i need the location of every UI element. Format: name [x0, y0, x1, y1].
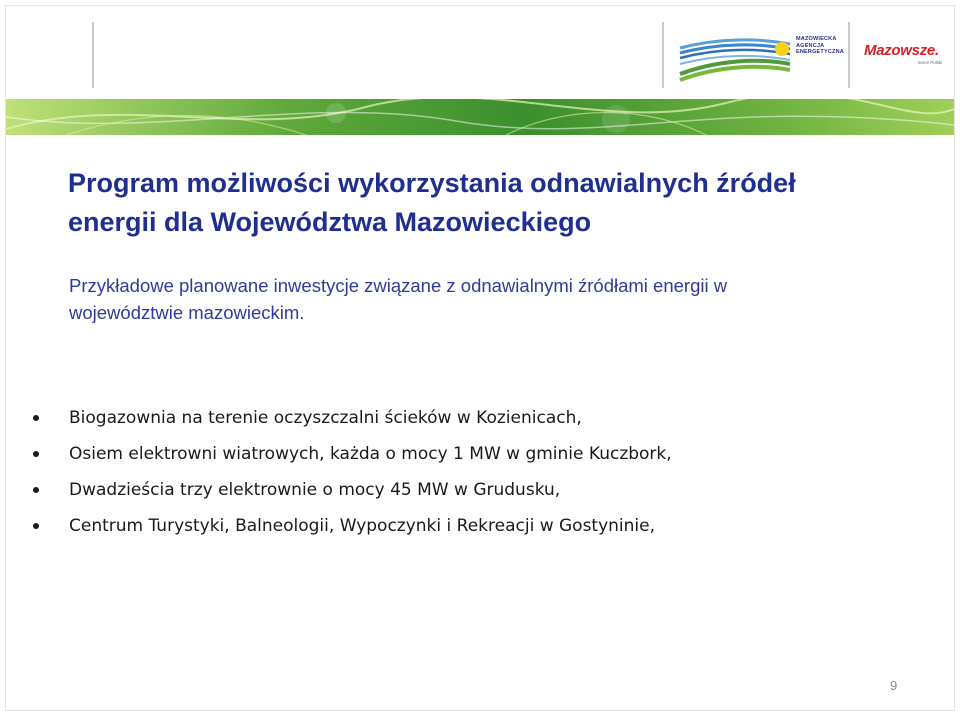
bullet-icon — [33, 523, 39, 529]
page-number: 9 — [890, 678, 898, 693]
list-item-text: Biogazownia na terenie oczyszczalni ścieków w Kozienicach, — [69, 408, 582, 428]
header-divider — [848, 22, 850, 88]
banner-graphic-icon — [6, 99, 954, 135]
bullet-icon — [33, 451, 39, 457]
header-divider — [662, 22, 664, 88]
list-item-text: Dwadzieścia trzy elektrownie o mocy 45 MW w Grudusku, — [69, 480, 561, 500]
slide-subtitle-line: Przykładowe planowane inwestycje związane z odnawialnymi źródłami energii w — [69, 275, 728, 296]
header-divider — [92, 22, 94, 88]
list-item — [30, 508, 672, 544]
slide-subtitle-line: województwie mazowieckim. — [69, 302, 305, 323]
list-item-text: Centrum Turystyki, Balneologii, Wypoczynki i Rekreacji w Gostyninie, — [69, 516, 656, 536]
list-item-text: Osiem elektrowni wiatrowych, każda o mocy 1 MW w gminie Kuczbork, — [69, 444, 672, 464]
decorative-banner — [6, 99, 954, 135]
mazowsze-tagline: serce Polski — [918, 60, 943, 65]
list-item — [30, 436, 672, 472]
mazowsze-logo: Mazowsze. — [864, 42, 939, 59]
list-item — [30, 472, 672, 508]
list-item — [30, 400, 672, 436]
bullet-icon — [33, 415, 39, 421]
investment-list — [30, 400, 672, 544]
slide-title-line: Program możliwości wykorzystania odnawialnych źródeł — [68, 168, 796, 198]
slide-subtitle — [69, 272, 889, 326]
slide — [5, 5, 955, 711]
mae-logo-text: MAZOWIECKA AGENCJA ENERGETYCZNA — [796, 36, 844, 55]
bullet-icon — [33, 487, 39, 493]
slide-title-line: energii dla Województwa Mazowieckiego — [68, 207, 592, 237]
slide-title — [68, 164, 888, 242]
